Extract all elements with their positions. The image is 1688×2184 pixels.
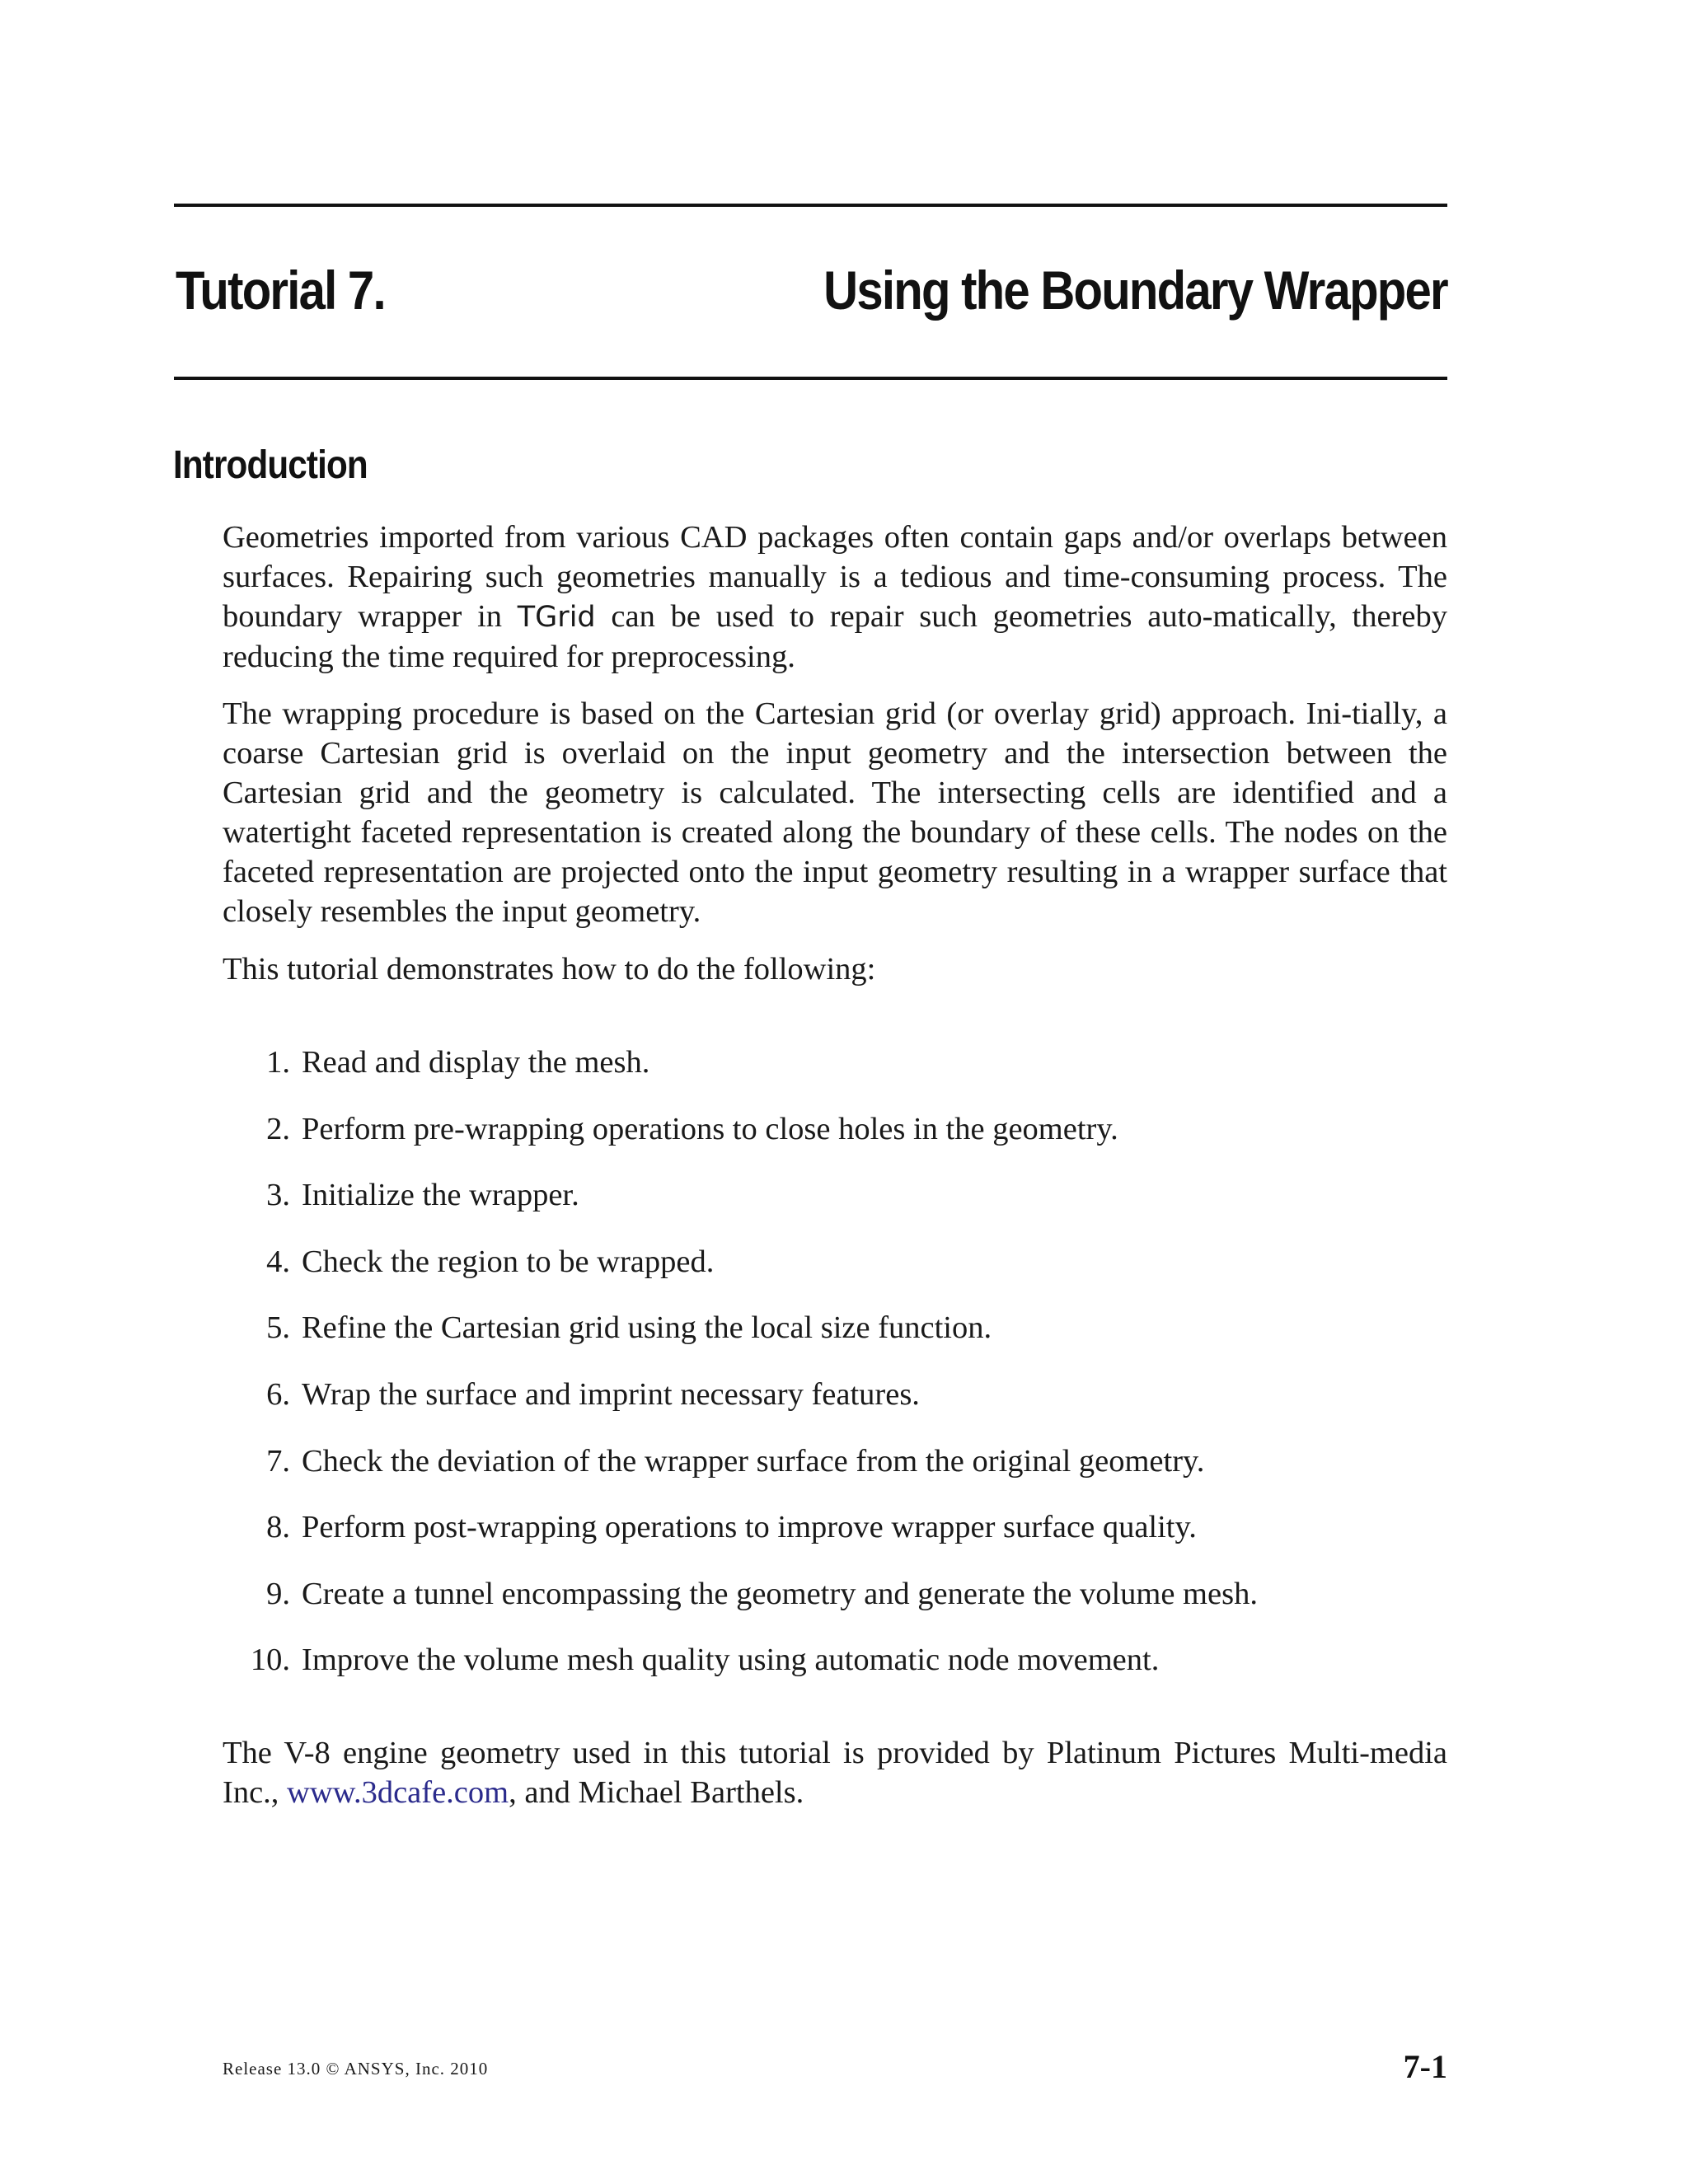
intro-paragraph-3 [223,949,1447,989]
step-number: 3. [266,1178,290,1213]
section-heading: Introduction [173,443,368,487]
step-number: 2. [266,1111,290,1146]
page-number: 7-1 [1403,2048,1447,2085]
step-text: Read and display the mesh. [302,1045,650,1080]
step-number: 7. [266,1443,290,1479]
step-text: Perform post-wrapping operations to improve wrapper surface quality. [302,1510,1197,1545]
steps-list [223,1043,1447,1707]
chapter-label: Tutorial 7. [176,260,385,321]
paragraph-1-text-b: can be used to repair such geometries auto-matically, thereby reducing the time required for preprocessing. [223,599,1447,674]
step-text: Wrap the surface and imprint necessary features. [302,1376,920,1412]
list-item [223,1175,1447,1242]
step-number: 6. [266,1376,290,1412]
list-item [223,1507,1447,1574]
paragraph-3-text: This tutorial demonstrates how to do the following: [223,952,876,987]
paragraph-2-text: The wrapping procedure is based on the Cartesian grid (or overlay grid) approach. Ini-tially, a coarse Cartesian grid is overlaid on the input geometry and the intersection between the Cartesian grid and the geometry is calculated. The intersecting cells are identified and a watertight faceted representation is created along the boundary of these cells. The nodes on the faceted representation are projected onto the input geometry resulting in a wrapper surface that closely resembles the input geometry. [223,696,1447,929]
website-link[interactable]: www.3dcafe.com [287,1775,509,1810]
list-item [223,1375,1447,1441]
step-text: Refine the Cartesian grid using the local size function. [302,1310,992,1346]
list-item [223,1640,1447,1707]
step-number: 1. [266,1045,290,1080]
header-rule-top [174,204,1447,207]
credits-text-b: , and Michael Barthels. [509,1775,804,1810]
step-text: Create a tunnel encompassing the geometry and generate the volume mesh. [302,1576,1258,1611]
intro-paragraph-2 [223,694,1447,931]
list-item [223,1109,1447,1176]
list-item [223,1574,1447,1641]
list-item [223,1242,1447,1309]
header-rule-bottom [174,377,1447,380]
step-text: Check the region to be wrapped. [302,1244,715,1279]
step-text: Improve the volume mesh quality using automatic node movement. [302,1643,1160,1678]
paragraph-1-text-a: Geometries imported from various CAD packages often contain gaps and/or overlaps between surfaces. Repairing such geometries manually is a tedious and time-consuming process. The boundary wrapper in [223,520,1447,634]
step-text: Check the deviation of the wrapper surface from the original geometry. [302,1443,1205,1479]
step-number: 5. [266,1310,290,1346]
step-number: 4. [266,1244,290,1279]
step-text: Perform pre-wrapping operations to close holes in the geometry. [302,1111,1118,1146]
credits-text-a: The V-8 engine geometry used in this tutorial is provided by Platinum Pictures Multi-media Inc., [223,1736,1447,1810]
step-text: Initialize the wrapper. [302,1178,579,1213]
list-item [223,1043,1447,1109]
step-number: 10. [250,1643,290,1678]
list-item [223,1308,1447,1375]
release-footer: Release 13.0 © ANSYS, Inc. 2010 [223,2059,489,2079]
step-number: 9. [266,1576,290,1611]
product-name: TGrid [517,601,596,634]
intro-paragraph-1 [223,518,1447,677]
step-number: 8. [266,1510,290,1545]
list-item [223,1441,1447,1508]
chapter-title: Using the Boundary Wrapper [823,260,1447,321]
credits-paragraph [223,1733,1447,1812]
